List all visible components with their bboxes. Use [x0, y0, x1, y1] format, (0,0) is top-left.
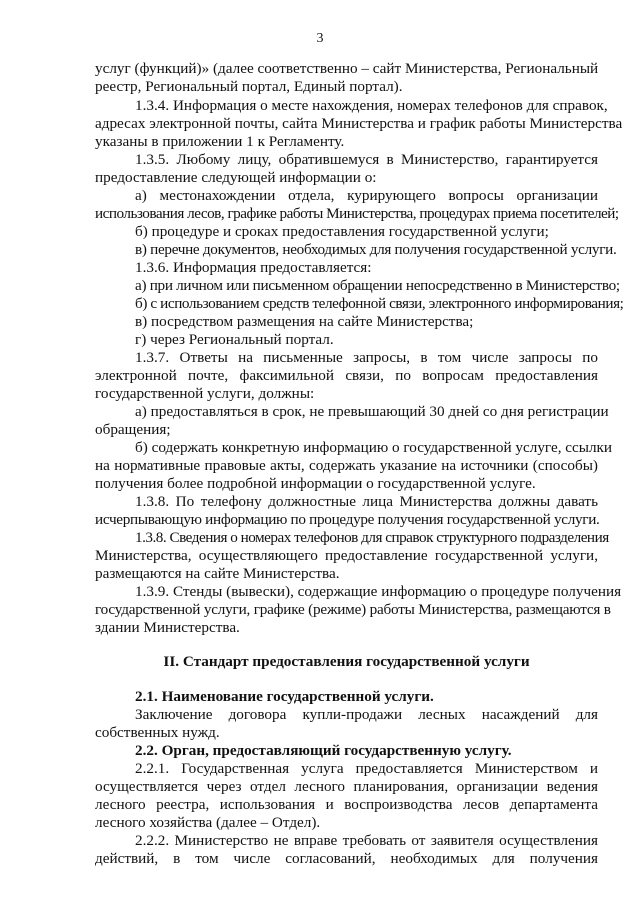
- text-line: использования лесов, графике работы Министерства, процедурах приема посетителей;: [95, 205, 619, 222]
- text-line: 1.3.6. Информация предоставляется:: [135, 259, 372, 276]
- subsection-heading: 2.2. Орган, предоставляющий государственную услугу.: [135, 742, 512, 759]
- text-line: действий, в том числе согласований, необходимых для получения: [95, 850, 598, 867]
- text-line: Министерства, осуществляющего предоставление государственной услуги,: [95, 547, 598, 564]
- text-line: Заключение договора купли-продажи лесных насаждений для: [135, 706, 598, 723]
- text-line: 1.3.8. Сведения о номерах телефонов для справок структурного подразделения: [135, 529, 609, 546]
- text-line: 1.3.8. По телефону должностные лица Министерства должны давать: [135, 493, 598, 510]
- text-line: обращения;: [95, 421, 171, 438]
- text-line: б) с использованием средств телефонной связи, электронного информирования;: [135, 295, 624, 312]
- text-line: исчерпывающую информацию по процедуре получения государственной услуги.: [95, 511, 600, 528]
- text-line: собственных нужд.: [95, 724, 220, 741]
- text-line: 2.2.1. Государственная услуга предоставляется Министерством и: [135, 760, 598, 777]
- text-line: услуг (функций)» (далее соответственно – сайт Министерства, Региональный: [95, 60, 599, 77]
- page-number: 3: [316, 31, 324, 46]
- text-line: а) предоставляться в срок, не превышающий 30 дней со дня регистрации: [135, 403, 609, 420]
- text-line: осуществляется через отдел лесного планирования, организации ведения: [95, 778, 598, 795]
- text-line: электронной почте, факсимильной связи, по вопросам предоставления: [95, 367, 598, 384]
- text-line: здании Министерства.: [95, 619, 240, 636]
- text-line: предоставление следующей информации о:: [95, 169, 377, 186]
- text-line: указаны в приложении 1 к Регламенту.: [95, 133, 345, 150]
- text-line: государственной услуги, графике (режиме) работы Министерства, размещаются в: [95, 601, 611, 618]
- text-line: размещаются на сайте Министерства.: [95, 565, 340, 582]
- subsection-heading: 2.1. Наименование государственной услуги.: [135, 688, 434, 705]
- text-line: на нормативные правовые акты, содержать указание на источники (способы): [95, 457, 598, 474]
- text-line: в) посредством размещения на сайте Министерства;: [135, 313, 474, 330]
- text-line: г) через Региональный портал.: [135, 331, 334, 348]
- text-line: 2.2.2. Министерство не вправе требовать от заявителя осуществления: [135, 832, 598, 849]
- text-line: реестр, Региональный портал, Единый портал).: [95, 78, 403, 95]
- section-title: II. Стандарт предоставления государственной услуги: [163, 653, 530, 670]
- text-line: лесного хозяйства (далее – Отдел).: [95, 814, 321, 831]
- text-line: 1.3.4. Информация о месте нахождения, номерах телефонов для справок,: [135, 97, 608, 114]
- text-line: в) перечне документов, необходимых для получения государственной услуги.: [135, 241, 617, 258]
- text-line: 1.3.9. Стенды (вывески), содержащие информацию о процедуре получения: [135, 583, 622, 600]
- text-line: получения более подробной информации о государственной услуге.: [95, 475, 536, 492]
- text-line: а) местонахождении отдела, курирующего вопросы организации: [135, 187, 598, 204]
- text-line: б) процедуре и сроках предоставления государственной услуги;: [135, 223, 549, 240]
- text-line: лесного реестра, использования и воспроизводства лесов департамента: [95, 796, 598, 813]
- text-line: адресах электронной почты, сайта Министерства и график работы Министерства: [95, 115, 623, 132]
- text-line: б) содержать конкретную информацию о государственной услуге, ссылки: [135, 439, 613, 456]
- text-line: государственной услуги, должны:: [95, 385, 315, 402]
- text-line: а) при личном или письменном обращении непосредственно в Министерство;: [135, 277, 620, 294]
- text-line: 1.3.5. Любому лицу, обратившемуся в Министерство, гарантируется: [135, 151, 598, 168]
- text-line: 1.3.7. Ответы на письменные запросы, в том числе запросы по: [135, 349, 598, 366]
